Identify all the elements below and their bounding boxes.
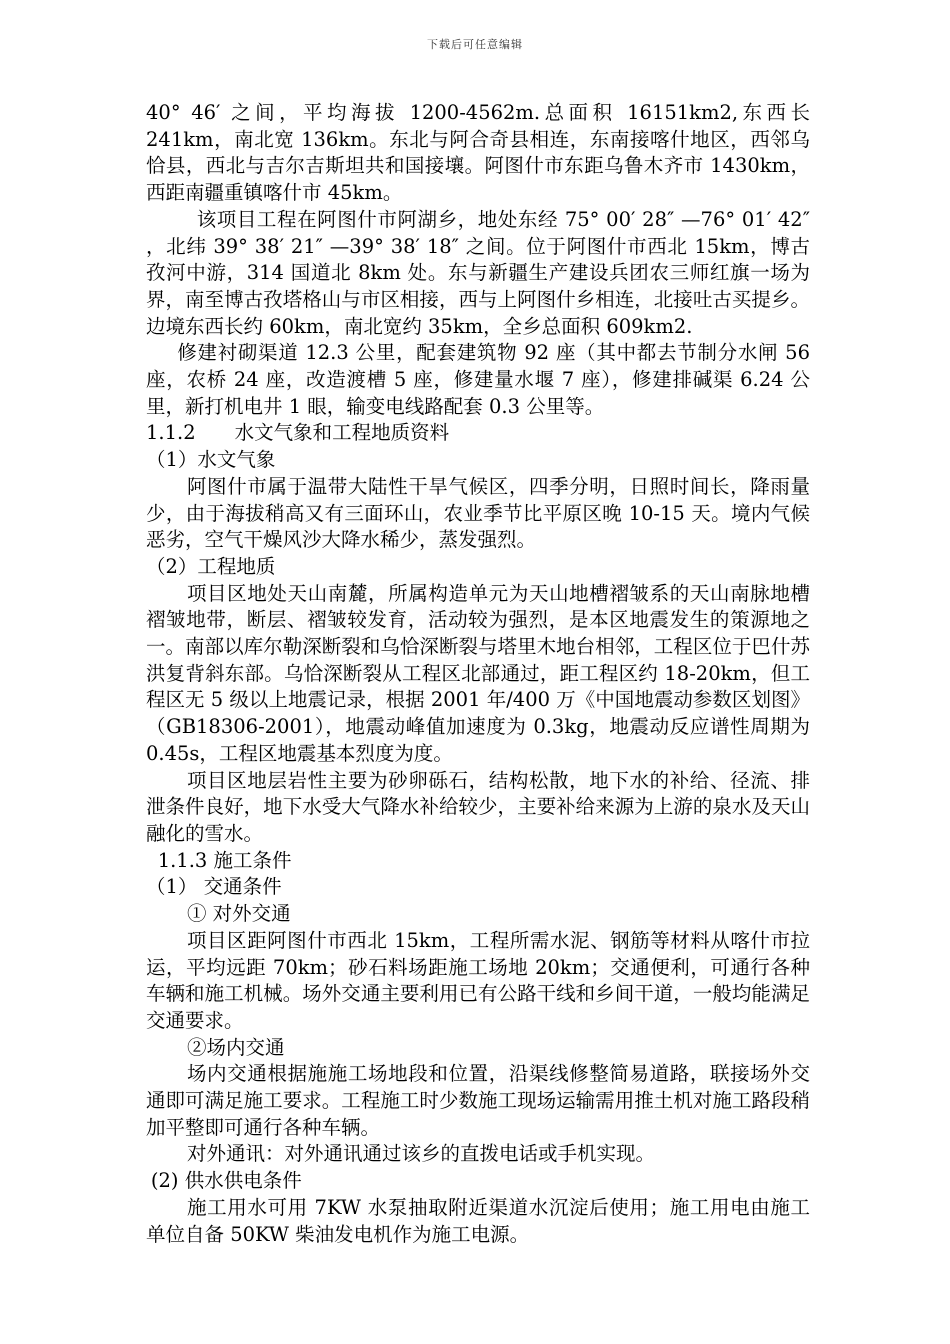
subheading-water-power: (2) 供水供电条件 (150, 1169, 302, 1193)
subheading-traffic: （1） 交通条件 (146, 875, 282, 899)
document-body (146, 100, 810, 1248)
section-heading-1-1-3: 1.1.3 施工条件 (157, 848, 292, 872)
paragraph-geology: 项目区地处天山南麓，所属构造单元为天山地槽褶皱系的天山南脉地槽褶皱地带，断层、褶皱较发育，活动较为强烈，是本区地震发生的策源地之一。南部以库尔勒深断裂和乌恰深断裂与塔里木地台相邻，工程区位于巴什苏洪复背斜东部。乌恰深断裂从工程区北部通过，距工程区约 18-20km，但工程区无 5 级以上地震记录，根据 2001 年/400 万《中国地震动参数区划图》（GB18306-2001），地震动峰值加速度为 0.3kg，地震动反应谱性周期为 0.45s，工程区地震基本烈度为度。 (146, 581, 810, 765)
paragraph-climate: 阿图什市属于温带大陆性干旱气候区，四季分明，日照时间长，降雨量少，由于海拔稍高又有三面环山，农业季节比平原区晚 10-15 天。境内气候恶劣，空气干燥风沙大降水稀少，蒸发强烈。 (146, 474, 810, 552)
paragraph-project-site: 该项目工程在阿图什市阿湖乡，地处东经 75° 00′ 28″ —76° 01′ 42″ ，北纬 39° 38′ 21″ —39° 38′ 18″ 之间。位于阿图什市西北 15km，博古孜河中游，314 国道北 8km 处。东与新疆生产建设兵团农三师红旗一场为界，南至博古孜塔格山与市区相接，西与上阿图什乡相连，北接吐古买提乡。边境东西长约 60km，南北宽约 35km，全乡总面积 609km2. (146, 207, 810, 338)
paragraph-construction-scope: 修建衬砌渠道 12.3 公里，配套建筑物 92 座（其中都去节制分水闸 56 座，农桥 24 座，改造渡槽 5 座，修建量水堰 7 座），修建排碱渠 6.24 公里，新打机电井 1 眼，输变电线路配套 0.3 公里等。 (146, 341, 810, 418)
subheading-geology: （2）工程地质 (146, 554, 276, 578)
paragraph-water-power: 施工用水可用 7KW 水泵抽取附近渠道水沉淀后使用；施工用电由施工单位自备 50KW 柴油发电机作为施工电源。 (146, 1195, 810, 1246)
page-header: 下载后可任意编辑 (427, 38, 523, 51)
paragraph-communication: 对外通讯：对外通讯通过该乡的直拨电话或手机实现。 (186, 1142, 655, 1166)
paragraph-internal-traffic: 场内交通根据施施工场地段和位置，沿渠线修整简易道路，联接场外交通即可满足施工要求。工程施工时少数施工现场运输需用推土机对施工路段稍加平整即可通行各种车辆。 (146, 1062, 810, 1139)
paragraph-strata: 项目区地层岩性主要为砂卵砾石，结构松散，地下水的补给、径流、排泄条件良好，地下水受大气降水补给较少，主要补给来源为上游的泉水及天山融化的雪水。 (146, 768, 810, 845)
subheading-hydrology: （1）水文气象 (146, 448, 276, 472)
section-heading-1-1-2: 1.1.2 水文气象和工程地质资料 (146, 421, 450, 445)
paragraph-location: 40° 46′ 之间，平均海拔 1200-4562m.总面积 16151km2,东西长 241km，南北宽 136km。东北与阿合奇县相连，东南接喀什地区，西邻乌恰县，西北与吉尔吉斯坦共和国接壤。阿图什市东距乌鲁木齐市 1430km，西距南疆重镇喀什市 45km。 (146, 101, 810, 205)
paragraph-external-traffic: 项目区距阿图什市西北 15km，工程所需水泥、钢筋等材料从喀什市拉运，平均远距 70km；砂石料场距施工场地 20km；交通便利，可通行各种车辆和施工机械。场外交通主要利用已有公路干线和乡间干道，一般均能满足交通要求。 (146, 928, 810, 1032)
subheading-internal-traffic: ②场内交通 (186, 1035, 285, 1059)
subheading-external-traffic: ① 对外交通 (186, 902, 291, 926)
